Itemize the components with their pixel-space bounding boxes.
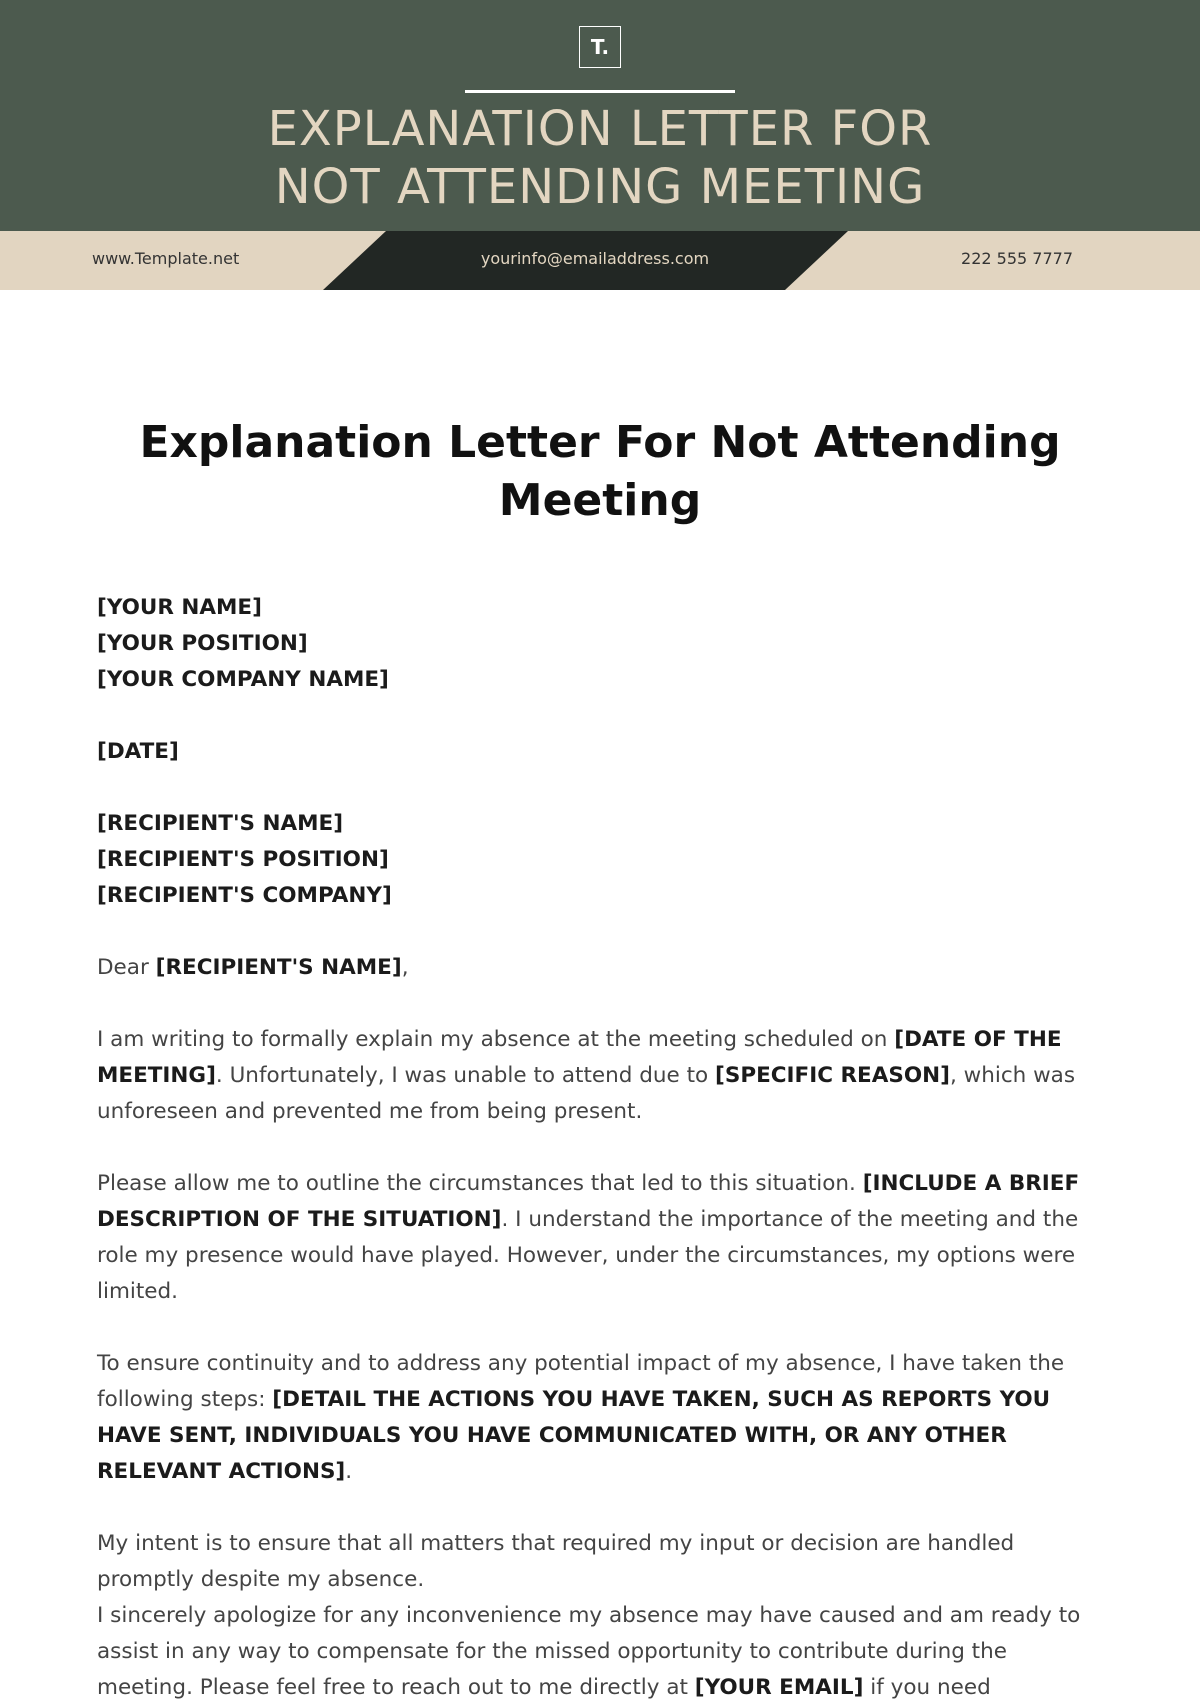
website-link[interactable]: www.Template.net (92, 249, 240, 268)
placeholder-your-email: [YOUR EMAIL] (694, 1675, 864, 1700)
letter-date: [DATE] (97, 739, 179, 764)
sender-position: [YOUR POSITION] (97, 631, 308, 656)
placeholder-meeting-date: [DATE OF THE MEETING] (97, 1027, 1062, 1088)
header-title-line-1: EXPLANATION LETTER FOR (267, 101, 933, 157)
header-title-line-2: NOT ATTENDING MEETING (274, 159, 926, 215)
document-title (120, 414, 1080, 530)
placeholder-specific-reason: [SPECIFIC REASON] (715, 1063, 950, 1088)
salutation: Dear [RECIPIENT'S NAME], (97, 955, 409, 980)
sender-block (97, 590, 1102, 698)
placeholder-situation-description: [INCLUDE A BRIEF DESCRIPTION OF THE SITUATION] (97, 1171, 1080, 1232)
salutation-name: [RECIPIENT'S NAME] (155, 955, 402, 980)
recipient-position: [RECIPIENT'S POSITION] (97, 847, 389, 872)
sender-name: [YOUR NAME] (97, 595, 262, 620)
email-link[interactable]: yourinfo@emailaddress.com (480, 249, 710, 268)
recipient-name: [RECIPIENT'S NAME] (97, 811, 344, 836)
paragraph-5: I sincerely apologize for any inconvenience my absence may have caused and am ready to assist in any way to compensate for the missed opportunity to contribute during the meeting. Please feel free to reach out to me directly at [YOUR EMAIL] if you need (97, 1603, 1081, 1700)
header-title (100, 100, 1100, 216)
paragraph-3: To ensure continuity and to address any potential impact of my absence, I have taken the following steps: [DETAIL THE ACTIONS YOU HAVE TAKEN, SUCH AS REPORTS YOU HAVE SENT, INDIVIDUALS YOU HAVE COMMUNICATED WITH, OR ANY OTHER RELEVANT ACTIONS]. (97, 1351, 1065, 1484)
paragraph-4: My intent is to ensure that all matters that required my input or decision are handled promptly despite my absence. (97, 1531, 1015, 1592)
paragraph-1: I am writing to formally explain my absence at the meeting scheduled on [DATE OF THE MEETING]. Unfortunately, I was unable to attend due to [SPECIFIC REASON], which was unforeseen and prevented me from being present. (97, 1027, 1076, 1124)
header-divider (465, 90, 735, 93)
recipient-company: [RECIPIENT'S COMPANY] (97, 883, 392, 908)
template-logo: T. (579, 26, 621, 68)
paragraph-2: Please allow me to outline the circumstances that led to this situation. [INCLUDE A BRIEF DESCRIPTION OF THE SITUATION]. I understand the importance of the meeting and the role my presence would have played. However, under the circumstances, my options were limited. (97, 1171, 1080, 1304)
phone-number: 222 555 7777 (961, 249, 1073, 268)
document-title-line-1: Explanation Letter For Not Attending (139, 417, 1061, 468)
recipient-block (97, 806, 1102, 914)
document-title-line-2: Meeting (498, 475, 702, 526)
sender-company: [YOUR COMPANY NAME] (97, 667, 389, 692)
placeholder-actions-taken: [DETAIL THE ACTIONS YOU HAVE TAKEN, SUCH AS REPORTS YOU HAVE SENT, INDIVIDUALS YOU HAVE COMMUNICATED WITH, OR ANY OTHER RELEVANT ACTIONS] (97, 1387, 1051, 1484)
date-block (97, 734, 1102, 770)
